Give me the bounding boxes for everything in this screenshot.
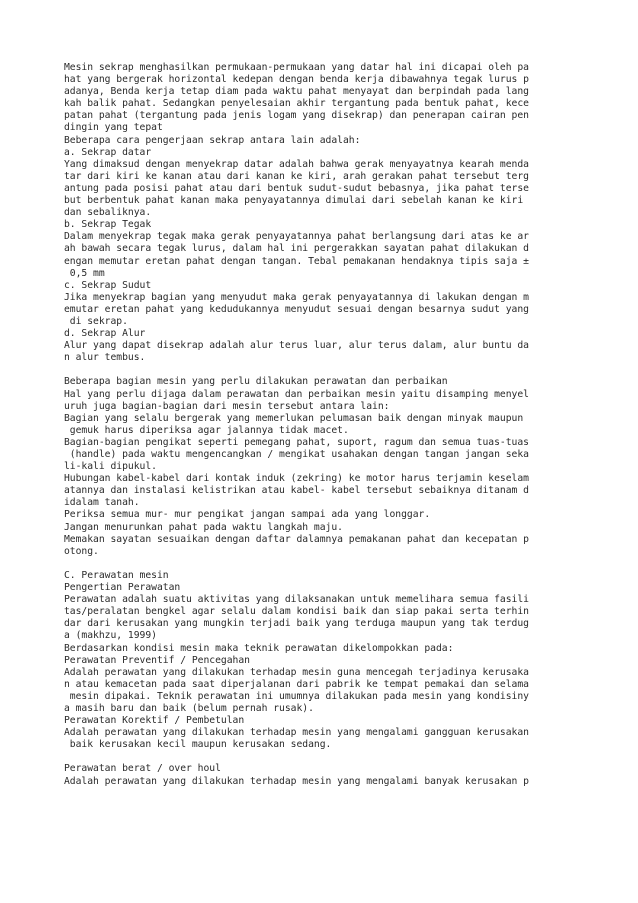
text-line: tar dari kiri ke kanan atau dari kanan ke kiri, arah gerakan pahat tersebut terg bbox=[64, 170, 529, 182]
text-line: antung pada posisi pahat atau dari bentuk sudut-sudut bebasnya, jika pahat terse bbox=[64, 182, 529, 194]
text-line: a (makhzu, 1999) bbox=[64, 630, 157, 642]
text-line: emutar eretan pahat yang kedudukannya menyudut sesuai dengan besarnya sudut yang bbox=[64, 303, 529, 315]
text-line: Dalam menyekrap tegak maka gerak penyayatannya pahat berlangsung dari atas ke ar bbox=[64, 231, 529, 243]
text-line: ah bawah secara tegak lurus, dalam hal ini pergerakkan sayatan pahat dilakukan d bbox=[64, 243, 529, 255]
text-line: Pengertian Perawatan bbox=[64, 582, 181, 594]
text-line: Mesin sekrap menghasilkan permukaan-permukaan yang datar hal ini dicapai oleh pa bbox=[64, 62, 529, 73]
text-line: idalam tanah. bbox=[64, 497, 140, 509]
text-line: li-kali dipukul. bbox=[64, 461, 157, 473]
text-line: mesin dipakai. Teknik perawatan ini umumnya dilakukan pada mesin yang kondisiny bbox=[64, 690, 529, 702]
text-line: Adalah perawatan yang dilakukan terhadap mesin yang mengalami gangguan kerusakan bbox=[64, 727, 529, 739]
text-line: Jangan menurunkan pahat pada waktu langkah maju. bbox=[64, 521, 343, 533]
text-line: Adalah perawatan yang dilakukan terhadap mesin guna mencegah terjadinya kerusaka bbox=[64, 666, 529, 678]
text-line: kah balik pahat. Sedangkan penyelesaian akhir tergantung pada bentuk pahat, kece bbox=[64, 98, 529, 110]
text-line: Hubungan kabel-kabel dari kontak induk (zekring) ke motor harus terjamin keselam bbox=[64, 473, 529, 485]
text-line: atannya dan instalasi kelistrikan atau kabel- kabel tersebut sebaiknya ditanam d bbox=[64, 485, 529, 497]
text-line: c. Sekrap Sudut bbox=[64, 279, 152, 291]
document-body bbox=[64, 62, 579, 788]
text-line: Berdasarkan kondisi mesin maka teknik perawatan dikelompokkan pada: bbox=[64, 642, 454, 654]
text-line: Beberapa cara pengerjaan sekrap antara lain adalah: bbox=[64, 134, 361, 146]
text-line bbox=[64, 364, 579, 376]
text-line: uruh juga bagian-bagian dari mesin tersebut antara lain: bbox=[64, 400, 390, 412]
text-line: Perawatan berat / over houl bbox=[64, 763, 221, 775]
text-line: Adalah perawatan yang dilakukan terhadap mesin yang mengalami banyak kerusakan p bbox=[64, 775, 529, 787]
text-line: otong. bbox=[64, 545, 99, 557]
text-line: Alur yang dapat disekrap adalah alur terus luar, alur terus dalam, alur buntu da bbox=[64, 340, 529, 352]
text-line: b. Sekrap Tegak bbox=[64, 219, 152, 231]
text-line bbox=[64, 558, 579, 570]
text-line: hat yang bergerak horizontal kedepan dengan benda kerja dibawahnya tegak lurus p bbox=[64, 74, 529, 86]
text-line: gemuk harus diperiksa agar jalannya tidak macet. bbox=[64, 424, 349, 436]
text-line: Hal yang perlu dijaga dalam perawatan dan perbaikan mesin yaitu disamping menyel bbox=[64, 388, 529, 400]
text-line: d. Sekrap Alur bbox=[64, 328, 146, 340]
text-line: Bagian yang selalu bergerak yang memerlukan pelumasan baik dengan minyak maupun bbox=[64, 412, 524, 424]
text-line: (handle) pada waktu mengencangkan / mengikat usahakan dengan tangan jangan seka bbox=[64, 449, 529, 460]
text-line: n alur tembus. bbox=[64, 352, 146, 364]
text-line: but berbentuk pahat kanan maka penyayatannya dimulai dari sebelah kanan ke kiri bbox=[64, 195, 524, 207]
text-line: engan memutar eretan pahat dengan tangan. Tebal pemakanan hendaknya tipis saja ± bbox=[64, 255, 529, 267]
text-line: Beberapa bagian mesin yang perlu dilakukan perawatan dan perbaikan bbox=[64, 376, 448, 388]
text-line: patan pahat (tergantung pada jenis logam yang disekrap) dan penerapan cairan pen bbox=[64, 110, 529, 122]
text-line: Memakan sayatan sesuaikan dengan daftar dalamnya pemakanan pahat dan kecepatan p bbox=[64, 533, 529, 545]
text-line: Yang dimaksud dengan menyekrap datar adalah bahwa gerak menyayatnya kearah menda bbox=[64, 158, 529, 170]
text-line: a. Sekrap datar bbox=[64, 146, 152, 158]
text-line: dingin yang tepat bbox=[64, 122, 163, 134]
text-line: adanya, Benda kerja tetap diam pada waktu pahat menyayat dan berpindah pada lang bbox=[64, 86, 529, 98]
text-line: baik kerusakan kecil maupun kerusakan sedang. bbox=[64, 739, 332, 751]
text-line: 0,5 mm bbox=[64, 267, 105, 279]
text-line: di sekrap. bbox=[64, 315, 128, 327]
text-line: Perawatan Korektif / Pembetulan bbox=[64, 715, 245, 727]
text-line: dar dari kerusakan yang mungkin terjadi baik yang terduga maupun yang tak terdug bbox=[64, 618, 529, 630]
text-line: Bagian-bagian pengikat seperti pemegang pahat, suport, ragum dan semua tuas-tuas bbox=[64, 436, 529, 448]
text-line: Perawatan Preventif / Pencegahan bbox=[64, 654, 250, 666]
text-line: Jika menyekrap bagian yang menyudut maka gerak penyayatannya di lakukan dengan m bbox=[64, 291, 529, 303]
text-line: Periksa semua mur- mur pengikat jangan sampai ada yang longgar. bbox=[64, 509, 431, 521]
text-line: C. Perawatan mesin bbox=[64, 569, 169, 581]
text-line: n atau kemacetan pada saat diperjalanan dari pabrik ke tempat pemakai dan selama bbox=[64, 678, 529, 690]
text-line: tas/peralatan bengkel agar selalu dalam kondisi baik dan siap pakai serta terhin bbox=[64, 606, 529, 618]
text-line bbox=[64, 751, 579, 763]
text-line: Perawatan adalah suatu aktivitas yang dilaksanakan untuk memelihara semua fasili bbox=[64, 594, 529, 606]
text-line: a masih baru dan baik (belum pernah rusak). bbox=[64, 702, 314, 714]
text-line: dan sebaliknya. bbox=[64, 207, 152, 219]
